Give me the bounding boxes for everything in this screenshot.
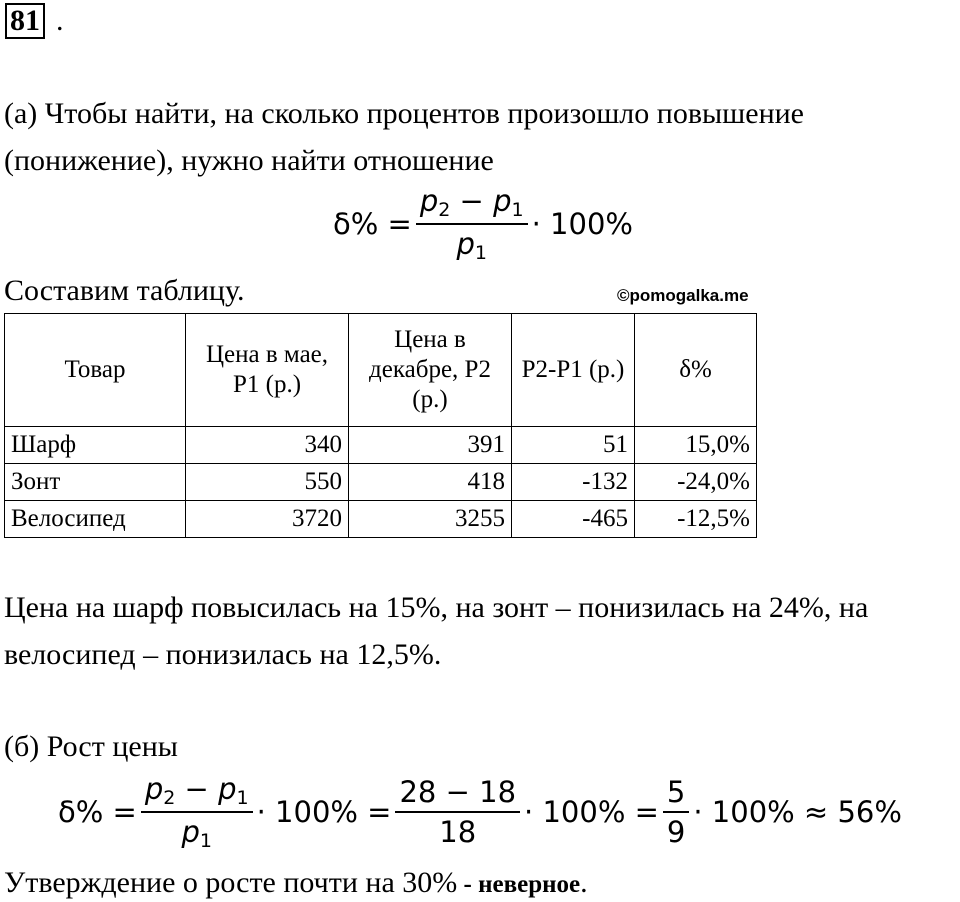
problem-number: 81 [5, 3, 45, 39]
part-a-line1: (а) Чтобы найти, на сколько процентов произошло повышение [4, 97, 804, 130]
cell-diff: 51 [512, 427, 635, 464]
formula-b-lhs: δ% = [58, 795, 137, 829]
formula-b [58, 772, 902, 852]
formula-a-denominator: $p_1$ [456, 227, 487, 264]
part-b-statement-line [4, 866, 588, 902]
header-price-dec: Цена в декабре, P2 (р.) [349, 314, 512, 427]
cell-p2: 3255 [349, 501, 512, 538]
cell-delta: -24,0% [635, 464, 757, 501]
cell-p1: 340 [186, 427, 349, 464]
cell-p2: 418 [349, 464, 512, 501]
cell-product: Зонт [5, 464, 186, 501]
part-b-heading: (б) Рост цены [4, 730, 178, 763]
cell-p1: 3720 [186, 501, 349, 538]
formula-a-lhs: δ% = [333, 207, 412, 241]
problem-number-dot: . [56, 4, 64, 37]
part-b-period: . [580, 866, 588, 899]
conclusion-a-line2: велосипед – понизилась на 12,5%. [4, 638, 442, 671]
formula-a-fraction [416, 184, 528, 264]
cell-product: Шарф [5, 427, 186, 464]
cell-p2: 391 [349, 427, 512, 464]
cell-delta: -12,5% [635, 501, 757, 538]
watermark: ©pomogalka.me [617, 286, 749, 305]
table-row [5, 464, 757, 501]
formula-a [333, 184, 633, 264]
formula-a-numerator: $p_2 - p_1$ [416, 184, 528, 225]
formula-b-fraction1: $\frac{p_2 - p_1}{p_1}$ [141, 772, 253, 852]
header-price-may: Цена в мае, P1 (р.) [186, 314, 349, 427]
formula-b-t3: · 100% ≈ 56% [693, 795, 902, 829]
table-row [5, 501, 757, 538]
formula-b-fraction3: $\frac{5}{9}$ [663, 775, 689, 849]
formula-a-tail: · 100% [531, 207, 633, 241]
table-intro: Составим таблицу. [4, 274, 245, 307]
cell-delta: 15,0% [635, 427, 757, 464]
part-b-statement: Утверждение о росте почти на 30% [4, 866, 458, 899]
header-delta: δ% [635, 314, 757, 427]
cell-p1: 550 [186, 464, 349, 501]
cell-diff: -465 [512, 501, 635, 538]
header-product: Товар [5, 314, 186, 427]
formula-b-t1: · 100% = [256, 795, 392, 829]
header-diff: P2-P1 (р.) [512, 314, 635, 427]
table-header-row [5, 314, 757, 427]
cell-product: Велосипед [5, 501, 186, 538]
conclusion-a-line1: Цена на шарф повысилась на 15%, на зонт – понизилась на 24%, на [4, 591, 869, 624]
part-b-verdict: - неверное [457, 871, 581, 898]
part-a-line2: (понижение), нужно найти отношение [4, 144, 494, 177]
table-row [5, 427, 757, 464]
formula-b-fraction2: $\frac{28 - 18}{18}$ [395, 775, 520, 849]
price-table [4, 313, 757, 538]
formula-b-t2: · 100% = [524, 795, 659, 829]
cell-diff: -132 [512, 464, 635, 501]
